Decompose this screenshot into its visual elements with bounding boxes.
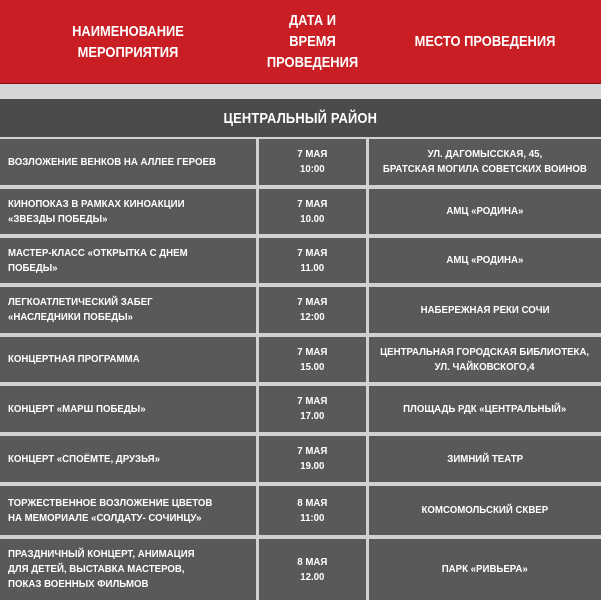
header-spacer	[0, 84, 601, 99]
place-cell	[369, 436, 601, 482]
event-datetime: 7 МАЯ 17.00	[297, 395, 328, 422]
place-cell	[369, 189, 601, 234]
event-name: КИНОПОКАЗ В РАМКАХ КИНОАКЦИИ «ЗВЕЗДЫ ПОБЕДЫ»	[8, 197, 185, 225]
table-header	[0, 0, 601, 84]
event-cell	[0, 189, 256, 234]
header-place-column	[385, 0, 585, 83]
table-row	[0, 484, 601, 537]
event-cell	[0, 287, 256, 333]
event-place: НАБЕРЕЖНАЯ РЕКИ СОЧИ	[420, 303, 550, 316]
header-datetime-column	[266, 0, 358, 83]
event-place: ПАРК «РИВЬЕРА»	[441, 563, 529, 575]
event-name: ВОЗЛОЖЕНИЕ ВЕНКОВ НА АЛЛЕЕ ГЕРОЕВ	[8, 155, 216, 168]
place-cell	[369, 386, 601, 432]
place-cell	[369, 238, 601, 283]
event-datetime: 7 МАЯ 15.00	[297, 345, 328, 373]
event-datetime: 7 МАЯ 11.00	[297, 246, 328, 274]
event-cell	[0, 238, 256, 283]
event-cell	[0, 486, 256, 535]
datetime-cell	[259, 139, 366, 185]
datetime-cell	[259, 486, 366, 535]
event-place: ЦЕНТРАЛЬНАЯ ГОРОДСКАЯ БИБЛИОТЕКА, УЛ. ЧАЙКОВСКОГО,4	[380, 345, 590, 373]
table-row	[0, 537, 601, 602]
event-datetime: 7 МАЯ 10.00	[297, 197, 328, 225]
event-datetime: 8 МАЯ 11:00	[297, 496, 328, 524]
section-heading	[0, 99, 601, 137]
event-cell	[0, 139, 256, 185]
event-datetime: 8 МАЯ 12.00	[297, 555, 328, 583]
event-datetime: 7 МАЯ 19.00	[297, 445, 328, 472]
event-place: АМЦ «РОДИНА»	[446, 205, 524, 217]
header-event-label: НАИМЕНОВАНИЕ МЕРОПРИЯТИЯ	[72, 22, 184, 61]
event-cell	[0, 337, 256, 382]
event-cell	[0, 539, 256, 600]
event-place: УЛ. ДАГОМЫССКАЯ, 45, БРАТСКАЯ МОГИЛА СОВЕТСКИХ ВОИНОВ	[382, 148, 588, 175]
event-name: ЛЕГКОАТЛЕТИЧЕСКИЙ ЗАБЕГ «НАСЛЕДНИКИ ПОБЕДЫ»	[8, 296, 153, 323]
event-cell	[0, 386, 256, 432]
place-cell	[369, 287, 601, 333]
table-row	[0, 384, 601, 434]
event-place: ЗИМНИЙ ТЕАТР	[447, 452, 523, 465]
section-title: ЦЕНТРАЛЬНЫЙ РАЙОН	[223, 109, 378, 127]
event-place: КОМСОМОЛЬСКИЙ СКВЕР	[421, 504, 549, 516]
datetime-cell	[259, 539, 366, 600]
table-row	[0, 434, 601, 484]
table-row	[0, 335, 601, 384]
place-cell	[369, 139, 601, 185]
event-name: КОНЦЕРТНАЯ ПРОГРАММА	[8, 353, 140, 365]
place-cell	[369, 539, 601, 600]
place-cell	[369, 337, 601, 382]
datetime-cell	[259, 189, 366, 234]
table-row	[0, 137, 601, 187]
event-name: МАСТЕР-КЛАСС «ОТКРЫТКА С ДНЕМ ПОБЕДЫ»	[8, 246, 188, 274]
event-datetime: 7 МАЯ 12:00	[297, 296, 328, 323]
table-row	[0, 285, 601, 335]
event-datetime: 7 МАЯ 10:00	[297, 148, 328, 175]
header-event-column	[18, 0, 238, 83]
event-cell	[0, 436, 256, 482]
event-name: КОНЦЕРТ «МАРШ ПОБЕДЫ»	[8, 402, 146, 415]
datetime-cell	[259, 238, 366, 283]
datetime-cell	[259, 287, 366, 333]
datetime-cell	[259, 386, 366, 432]
event-place: ПЛОЩАДЬ РДК «ЦЕНТРАЛЬНЫЙ»	[403, 402, 567, 415]
event-place: АМЦ «РОДИНА»	[446, 254, 524, 266]
event-name: ТОРЖЕСТВЕННОЕ ВОЗЛОЖЕНИЕ ЦВЕТОВ НА МЕМОРИАЛЕ «СОЛДАТУ- СОЧИНЦУ»	[8, 496, 213, 524]
event-name: КОНЦЕРТ «СПОЁМТЕ, ДРУЗЬЯ»	[8, 452, 160, 465]
table-row	[0, 187, 601, 236]
event-name: ПРАЗДНИЧНЫЙ КОНЦЕРТ, АНИМАЦИЯ ДЛЯ ДЕТЕЙ, ВЫСТАВКА МАСТЕРОВ, ПОКАЗ ВОЕННЫХ ФИЛЬМОВ	[8, 548, 195, 590]
place-cell	[369, 486, 601, 535]
table-row	[0, 236, 601, 285]
header-datetime-label: ДАТА И ВРЕМЯ ПРОВЕДЕНИЯ	[266, 12, 359, 71]
datetime-cell	[259, 337, 366, 382]
header-place-label: МЕСТО ПРОВЕДЕНИЯ	[414, 33, 556, 50]
datetime-cell	[259, 436, 366, 482]
event-table-body	[0, 137, 601, 600]
